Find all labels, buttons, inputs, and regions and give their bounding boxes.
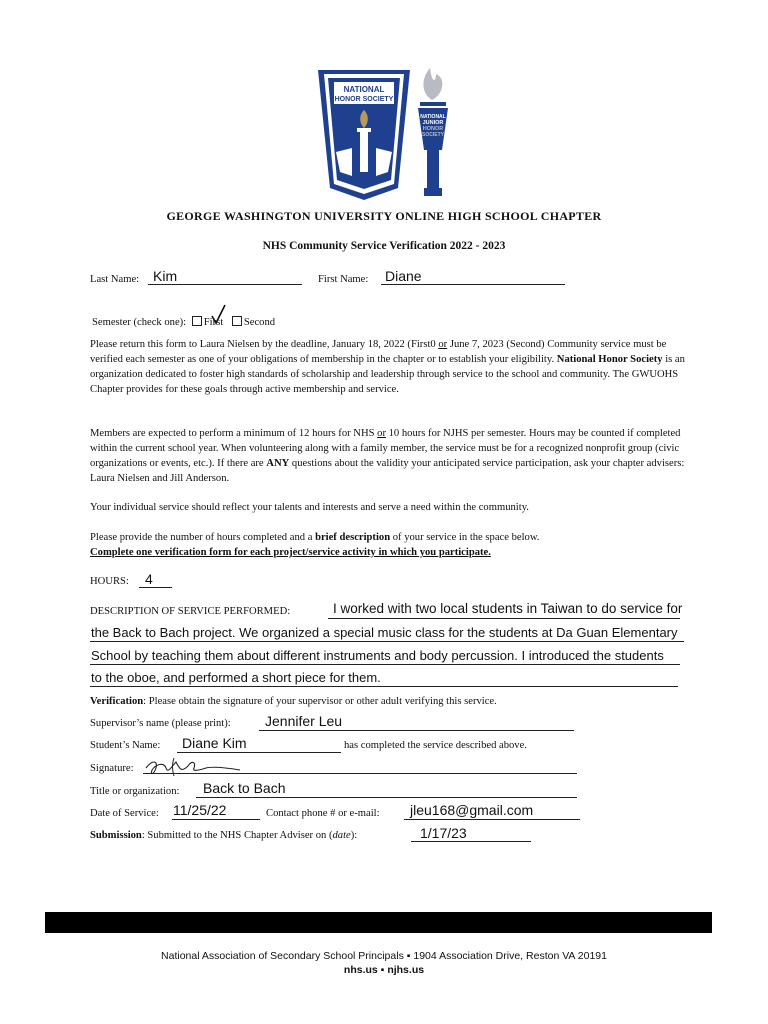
- signature-drawing[interactable]: [144, 756, 244, 783]
- hours-label: HOURS:: [90, 576, 129, 587]
- verification-note: Verification: Please obtain the signature of your supervisor or other adult verifying this service.: [90, 696, 497, 707]
- njhs-logo-line4: SOCIETY: [422, 132, 444, 138]
- supervisor-value[interactable]: Jennifer Leu: [265, 713, 343, 729]
- semester-row: [92, 315, 275, 330]
- nhs-logo: [318, 66, 410, 200]
- first-name-value[interactable]: Diane: [385, 268, 422, 284]
- instructions-paragraph-3: Your individual service should reflect your talents and interests and serve a need within the community.: [90, 502, 529, 513]
- student-name-suffix: has completed the service described above.: [344, 740, 527, 751]
- date-of-service-value[interactable]: 11/25/22: [173, 802, 227, 818]
- nhs-logo-line2: HONOR SOCIETY: [334, 96, 394, 103]
- first-name-label: First Name:: [318, 274, 369, 285]
- description-line-3[interactable]: School by teaching them about different instruments and body percussion. I introduced the students: [91, 648, 664, 663]
- description-line-1[interactable]: I worked with two local students in Taiwan to do service for: [333, 601, 683, 616]
- footer-address: National Association of Secondary School Principals ▪ 1904 Association Drive, Reston VA 20191: [161, 950, 607, 962]
- contact-value[interactable]: jleu168@gmail.com: [410, 802, 534, 818]
- date-of-service-label: Date of Service:: [90, 808, 159, 819]
- contact-label: Contact phone # or e-mail:: [266, 808, 380, 819]
- supervisor-label: Supervisor’s name (please print):: [90, 718, 231, 729]
- description-line-4[interactable]: to the oboe, and performed a short piece for them.: [91, 670, 381, 685]
- chapter-title: GEORGE WASHINGTON UNIVERSITY ONLINE HIGH SCHOOL CHAPTER: [166, 209, 602, 223]
- last-name-value[interactable]: Kim: [153, 268, 178, 284]
- submission-note: Submission: Submitted to the NHS Chapter Adviser on (date):: [90, 830, 358, 841]
- semester-first-label: First: [203, 317, 224, 328]
- semester-first-checkbox[interactable]: [192, 316, 202, 326]
- signature-label: Signature:: [90, 763, 134, 774]
- njhs-logo-line3: HONOR: [422, 126, 444, 132]
- semester-label: Semester (check one):: [92, 317, 187, 328]
- njhs-logo: [414, 66, 454, 198]
- hours-value[interactable]: 4: [145, 571, 153, 587]
- description-label: DESCRIPTION OF SERVICE PERFORMED:: [90, 606, 291, 617]
- nhs-logo-line1: NATIONAL: [343, 85, 385, 94]
- instructions-paragraph-4: Please provide the number of hours completed and a brief description of your service in the space below. Complete one verification form for each project/service activity in which you participate.: [90, 532, 540, 558]
- instructions-paragraph-1: Please return this form to Laura Nielsen by the deadline, January 18, 2022 (First0 or June 7, 2023 (Second) Community service must be verified each semester as one of your obligations of membership in the chapter or to establish your eligibility. National Honor Society is an organization dedicated to foster high standards of scholarship and leadership through service to the school and community. The GWUOHS Chapter provides for these goals through active membership and service.: [90, 339, 685, 395]
- footer-sites: nhs.us ▪ njhs.us: [343, 964, 425, 976]
- footer-bar: [45, 912, 712, 933]
- last-name-label: Last Name:: [90, 274, 140, 285]
- organization-value[interactable]: Back to Bach: [203, 780, 286, 796]
- description-line-2[interactable]: the Back to Bach project. We organized a special music class for the students at Da Guan Elementary: [91, 625, 678, 640]
- student-name-label: Student’s Name:: [90, 740, 161, 751]
- njhs-logo-line1: NATIONAL: [420, 114, 446, 120]
- organization-label: Title or organization:: [90, 786, 180, 797]
- njhs-logo-line2: JUNIOR: [422, 120, 444, 126]
- form-title: NHS Community Service Verification 2022 - 2023: [262, 240, 506, 252]
- student-name-value[interactable]: Diane Kim: [182, 735, 247, 751]
- instructions-paragraph-2: Members are expected to perform a minimum of 12 hours for NHS or 10 hours for NJHS per semester. Hours may be counted if completed within the current school year. When volunteering along with a family member, the service must be for a recognized nonprofit group (civic organizations or events, etc.). If there are ANY questions about the validity your anticipated service participation, ask your chapter advisers: Laura Nielsen and Jill Anderson.: [90, 428, 685, 484]
- checkmark-icon: [211, 304, 227, 331]
- submission-date-value[interactable]: 1/17/23: [420, 825, 467, 841]
- semester-second-checkbox[interactable]: [232, 316, 242, 326]
- semester-second-label: Second: [243, 317, 276, 328]
